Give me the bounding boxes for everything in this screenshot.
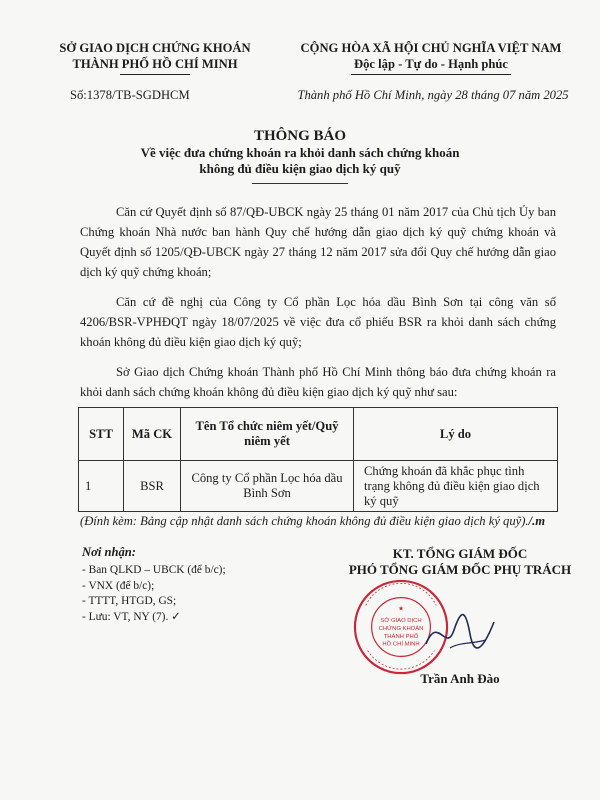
subject-line2: không đủ điều kiện giao dịch ký quỹ [199,161,401,176]
recipients-list [82,563,226,625]
request-paragraph: Căn cứ đề nghị của Công ty Cổ phần Lọc hóa dầu Bình Sơn tại công văn số 4206/BSR-VPHĐQT ngày 18/07/2025 về việc đưa cổ phiếu BSR ra khỏi danh sách chứng khoán không đủ điều kiện giao dịch ký quỹ; [80,295,556,349]
recipients-title: Nơi nhận: [82,545,137,559]
signer-position: PHÓ TỔNG GIÁM ĐỐC PHỤ TRÁCH [348,562,572,577]
signer-name: Trần Anh Đào [420,671,500,686]
document-title: THÔNG BÁO [253,128,347,144]
title-underline [252,183,348,184]
org-underline [120,74,190,75]
national-motto: Độc lập - Tự do - Hạnh phúc [354,57,508,71]
svg-text:CHỨNG KHOÁN: CHỨNG KHOÁN [378,625,424,632]
place-and-date: Thành phố Hồ Chí Minh, ngày 28 tháng 07 năm 2025 [297,88,569,102]
col-header-code: Mã CK [124,408,181,461]
announcement-paragraph: Sở Giao dịch Chứng khoán Thành phố Hồ Chí Minh thông báo đưa chứng khoán ra khỏi danh sách chứng khoán không đủ điều kiện giao dịch ký quỹ như sau: [80,365,556,399]
handwritten-signature-icon [420,604,500,664]
col-header-reason: Lý do [354,408,558,461]
list-item: - VNX (để b/c); [82,579,226,595]
initial-mark: /.m [528,514,546,528]
legal-basis-paragraph: Căn cứ Quyết định số 87/QĐ-UBCK ngày 25 tháng 01 năm 2017 của Chủ tịch Ủy ban Chứng khoán Nhà nước ban hành Quy chế hướng dẫn giao dịch ký quỹ chứng khoán và Quyết định số 1205/QĐ-UBCK ngày 27 tháng 12 năm 2017 sửa đổi Quy chế hướng dẫn giao dịch ký quỹ chứng khoán; [80,205,556,279]
table-header-row [79,408,558,461]
securities-table [78,407,558,512]
org-name-line1: SỞ GIAO DỊCH CHỨNG KHOÁN [59,41,251,55]
document-subject [120,145,480,177]
svg-text:HỒ CHÍ MINH: HỒ CHÍ MINH [382,641,420,648]
attachment-text: (Đính kèm: Bảng cập nhật danh sách chứng khoán không đủ điều kiện giao dịch ký quỹ). [80,514,529,528]
cell-reason: Chứng khoán đã khắc phục tình trạng không đủ điều kiện giao dịch ký quỹ [354,461,558,512]
national-title: CỘNG HÒA XÃ HỘI CHỦ NGHĨA VIỆT NAM [300,41,562,55]
col-header-stt: STT [79,408,124,461]
national-heading [286,40,576,75]
cell-organization: Công ty Cổ phần Lọc hóa dầu Bình Sơn [181,461,354,512]
list-item: - TTTT, HTGD, GS; [82,594,226,610]
signing-authority: KT. TỔNG GIÁM ĐỐC [392,546,528,561]
org-name-line2: THÀNH PHỐ HỒ CHÍ MINH [72,57,238,71]
col-header-organization: Tên Tổ chức niêm yết/Quỹ niêm yết [181,408,354,461]
svg-text:★: ★ [398,605,404,613]
issuing-organization [40,40,270,75]
svg-text:SỞ GIAO DỊCH: SỞ GIAO DỊCH [380,618,422,625]
subject-line1: Về việc đưa chứng khoán ra khỏi danh sách chứng khoán [140,145,460,160]
attachment-note [80,514,545,529]
motto-underline [351,74,511,75]
svg-text:THÀNH PHỐ: THÀNH PHỐ [383,633,419,640]
cell-stt: 1 [79,461,124,512]
list-item: - Lưu: VT, NY (7). ✓ [82,610,226,626]
table-row [79,461,558,512]
list-item: - Ban QLKD – UBCK (để b/c); [82,563,226,579]
cell-code: BSR [124,461,181,512]
document-number: Số:1378/TB-SGDHCM [70,88,190,102]
